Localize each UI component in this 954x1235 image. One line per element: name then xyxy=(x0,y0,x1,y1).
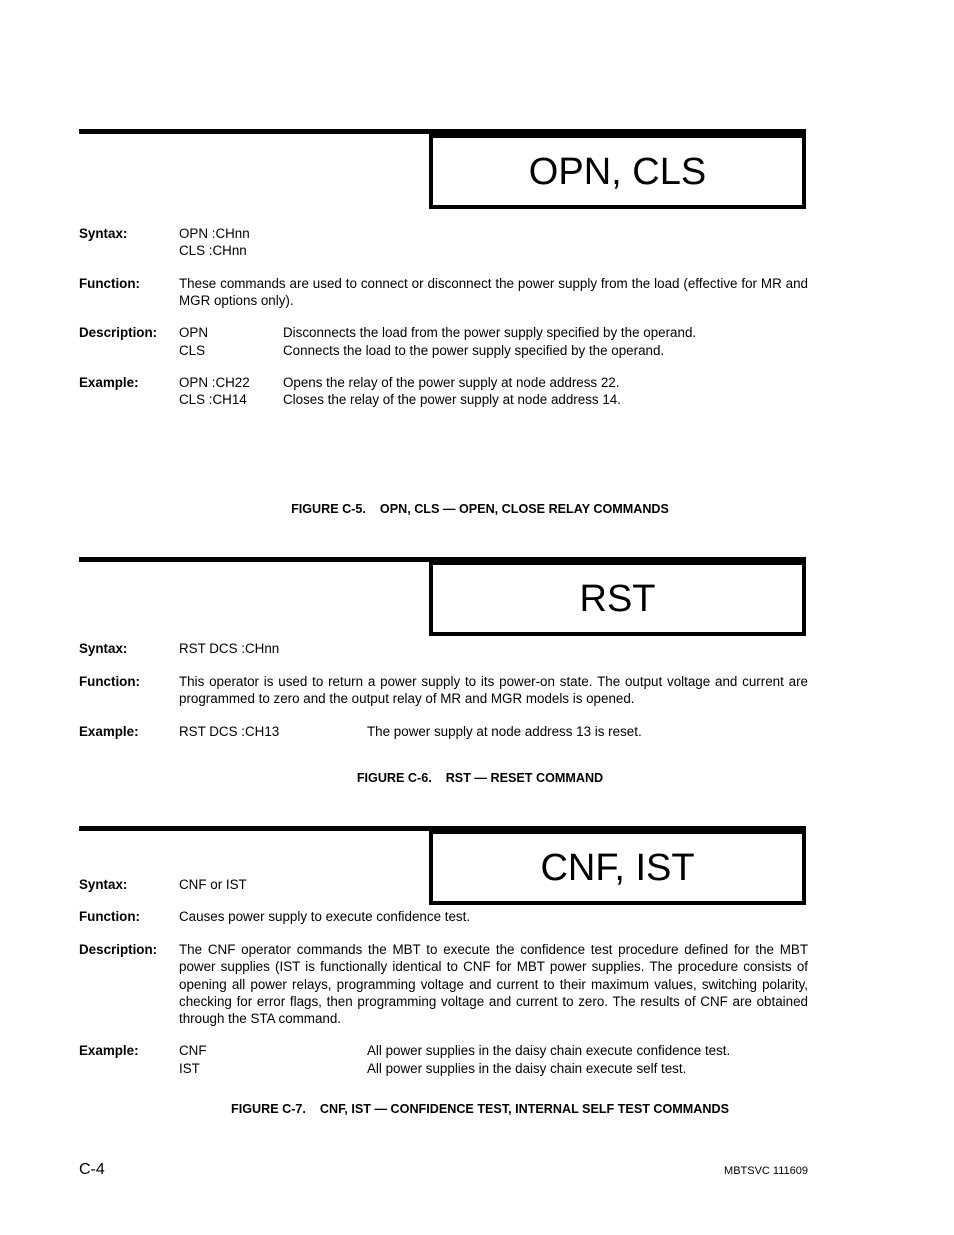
example-text: Opens the relay of the power supply at node address 22. xyxy=(283,375,620,390)
example-cmd: CNF xyxy=(179,1043,207,1058)
description-label: Description: xyxy=(79,325,158,340)
document-code: MBTSVC 111609 xyxy=(724,1165,808,1177)
example-cmd: CLS :CH14 xyxy=(179,392,247,407)
function-label: Function: xyxy=(79,909,140,924)
syntax-label: Syntax: xyxy=(79,226,128,241)
example-label: Example: xyxy=(79,724,139,739)
figure-caption: FIGURE C-6. RST — RESET COMMAND xyxy=(356,771,604,785)
section-title-box xyxy=(429,560,806,636)
description-cmd: OPN xyxy=(179,325,209,340)
function-label: Function: xyxy=(79,276,140,291)
example-cmd: RST DCS :CH13 xyxy=(179,724,280,739)
function-text: This operator is used to return a power supply to its power-on state. The output voltage and current are programmed to zero and the output relay of MR and MGR models is opened. xyxy=(179,674,808,707)
description-text: The CNF operator commands the MBT to execute the confidence test procedure defined for the MBT power supplies (IST is functionally identical to CNF for MBT power supplies. The procedure consists of opening all power relays, programming voltage and current to their maximum values, switching polarity, checking for error flags, then programming voltage and current to zero. The results of CNF are obtained through the STA command. xyxy=(179,942,808,1027)
example-text: The power supply at node address 13 is reset. xyxy=(367,724,642,739)
description-label: Description: xyxy=(79,942,158,957)
example-cmd: IST xyxy=(179,1061,200,1076)
figure-caption: FIGURE C-5. OPN, CLS — OPEN, CLOSE RELAY COMMANDS xyxy=(291,502,669,516)
description-text: Disconnects the load from the power supply specified by the operand. xyxy=(283,325,697,340)
example-label: Example: xyxy=(79,375,139,390)
figure-caption: FIGURE C-7. CNF, IST — CONFIDENCE TEST, INTERNAL SELF TEST COMMANDS xyxy=(231,1102,729,1116)
example-label: Example: xyxy=(79,1043,139,1058)
syntax-line: OPN :CHnn xyxy=(179,226,250,241)
function-label: Function: xyxy=(79,674,140,689)
description-cmd: CLS xyxy=(179,343,206,358)
example-text: All power supplies in the daisy chain execute self test. xyxy=(367,1061,687,1076)
syntax-line: CLS :CHnn xyxy=(179,243,247,258)
function-text: Causes power supply to execute confidence test. xyxy=(179,909,471,924)
page-number: C-4 xyxy=(79,1161,105,1178)
section-title: OPN, CLS xyxy=(528,150,707,193)
syntax-line: CNF or IST xyxy=(179,877,247,892)
section-title-box xyxy=(429,133,806,209)
example-text: Closes the relay of the power supply at node address 14. xyxy=(283,392,621,407)
example-text: All power supplies in the daisy chain execute confidence test. xyxy=(367,1043,731,1058)
syntax-line: RST DCS :CHnn xyxy=(179,641,280,656)
description-text: Connects the load to the power supply specified by the operand. xyxy=(283,343,665,358)
syntax-label: Syntax: xyxy=(79,877,128,892)
section-title: RST xyxy=(579,577,656,620)
section-title: CNF, IST xyxy=(540,846,695,889)
function-text: These commands are used to connect or disconnect the power supply from the load (effective for MR and MGR options only). xyxy=(179,276,808,309)
example-cmd: OPN :CH22 xyxy=(179,375,250,390)
section-title-box xyxy=(429,829,806,905)
syntax-label: Syntax: xyxy=(79,641,128,656)
